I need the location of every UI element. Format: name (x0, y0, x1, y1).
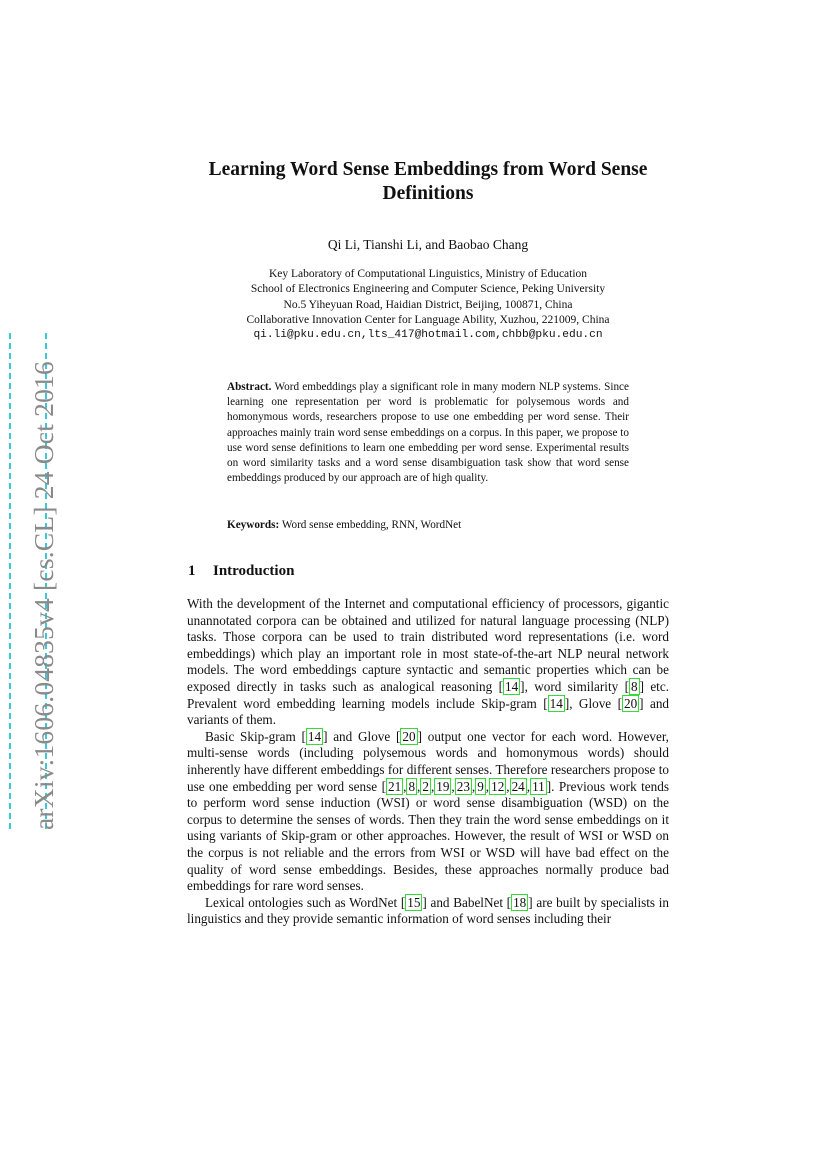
section-heading (188, 561, 294, 581)
paragraph-text: With the development of the Internet and computational efficiency of processors, gigantic unannotated corpora can be obtained and utilized for natural language processing (NLP) tasks. Those corpora can be used to train distributed word representations (i.e. word embeddings) which play an important role in most state-of-the-art NLP neural network models. The word embeddings capture syntactic and semantic properties which can be exposed directly in tasks such as analogical reasoning [ (187, 596, 669, 694)
citation-link[interactable]: 24 (511, 778, 525, 794)
citation-separator: , (485, 778, 490, 794)
citation-link[interactable]: 9 (477, 778, 484, 794)
paragraph-text: Basic Skip-gram [ (205, 728, 306, 744)
paragraph-text: ]. Previous work tends to perform word sense induction (WSI) or word sense disambiguation (WSD) on the corpus to determine the senses of words. Then they train the word sense embeddings on it using variants of Skip-gram or other approaches. However, the result of WSI or WSD on the corpus is not reliable and the errors from WSI or WSD will have bad effect on the quality of word sense embeddings. Besides, these approaches normally produce bad embeddings for rare word senses. (187, 778, 669, 894)
affiliation-line: Collaborative Innovation Center for Language Ability, Xuzhou, 221009, China (246, 313, 610, 326)
paragraph-text: ] and variants of them. (187, 695, 670, 728)
citation-separator: , (403, 778, 407, 794)
paper-title (150, 158, 706, 206)
abstract-label: Abstract. (227, 381, 272, 393)
citation-link[interactable]: 12 (491, 778, 505, 794)
paragraph-text: ] output one vector for each word. However, multi-sense words (including polysemous words and homonymous words) should inherently have different embeddings for different senses. Therefore researchers propose to use one embedding per word sense [ (187, 728, 669, 794)
citation-link[interactable]: 20 (402, 728, 416, 744)
citation-link[interactable]: 19 (436, 778, 450, 794)
citation-separator: , (417, 778, 421, 794)
citation-link[interactable]: 18 (513, 894, 527, 910)
citation-separator: , (451, 778, 455, 794)
paragraph (187, 596, 669, 729)
affiliation-block (150, 267, 706, 343)
citation-link[interactable]: 8 (408, 778, 416, 794)
paragraph-text: ] and Glove [ (323, 728, 401, 744)
citation-link[interactable]: 14 (549, 695, 563, 711)
paragraph-text: ] are built by specialists in linguistics and they provide semantic information of word senses including their (187, 894, 669, 927)
citation-link[interactable]: 11 (532, 778, 545, 794)
citation-link[interactable]: 21 (387, 778, 402, 794)
citation-link[interactable]: 15 (407, 894, 421, 910)
affiliation-line: School of Electronics Engineering and Computer Science, Peking University (250, 283, 606, 296)
arxiv-identifier: arXiv:1606.04835v4 [cs.CL] 24 Oct 2016 (28, 361, 59, 830)
paper-title-line1: Learning Word Sense Embeddings from Word Sense (208, 159, 648, 180)
citation-link[interactable]: 14 (504, 678, 519, 694)
citation-link[interactable]: 8 (630, 678, 638, 694)
citation-link[interactable]: 14 (307, 728, 322, 744)
section-body (187, 596, 669, 928)
paragraph-text: ], word similarity [ (520, 678, 629, 694)
paragraph (187, 729, 669, 895)
author-emails: qi.li@pku.edu.cn,lts_417@hotmail.com,chbb@pku.edu.cn (253, 329, 603, 342)
paragraph (187, 895, 669, 928)
affiliation-line: No.5 Yiheyuan Road, Haidian District, Beijing, 100871, China (283, 298, 573, 311)
author-list: Qi Li, Tianshi Li, and Baobao Chang (327, 237, 529, 252)
keywords (227, 518, 629, 533)
citation-link[interactable]: 20 (623, 695, 638, 711)
paragraph-text: ], Glove [ (564, 695, 622, 711)
section-number: 1 (188, 563, 196, 579)
section-title: Introduction (213, 563, 295, 579)
affiliation-line: Key Laboratory of Computational Linguistics, Ministry of Education (268, 268, 588, 280)
abstract-text: Word embeddings play a significant role in many modern NLP systems. Since learning one representation per word is problematic for polysemous words and homonymous words, researchers propose to use one embedding per word sense. Their approaches mainly train word sense embeddings on a corpus. In this paper, we propose to use word sense definitions to learn one embedding per word sense. Experimental results on word similarity tasks and a word sense disambiguation task show that word sense embeddings produced by our approach are of high quality. (227, 381, 629, 485)
citation-separator: , (526, 778, 531, 794)
abstract (227, 380, 629, 486)
citation-link[interactable]: 23 (456, 778, 470, 794)
keywords-text: Word sense embedding, RNN, WordNet (281, 519, 462, 531)
paragraph-text: ] and BabelNet [ (422, 894, 512, 910)
paragraph-text: Lexical ontologies such as WordNet [ (205, 894, 406, 910)
citation-separator: , (471, 778, 476, 794)
paragraph-text: ] etc. Prevalent word embedding learning models include Skip-gram [ (187, 678, 669, 711)
citation-link[interactable]: 2 (422, 778, 429, 794)
citation-separator: , (430, 778, 435, 794)
paper-title-line2: Definitions (382, 183, 474, 204)
keywords-label: Keywords: (227, 519, 280, 531)
citation-separator: , (506, 778, 510, 794)
